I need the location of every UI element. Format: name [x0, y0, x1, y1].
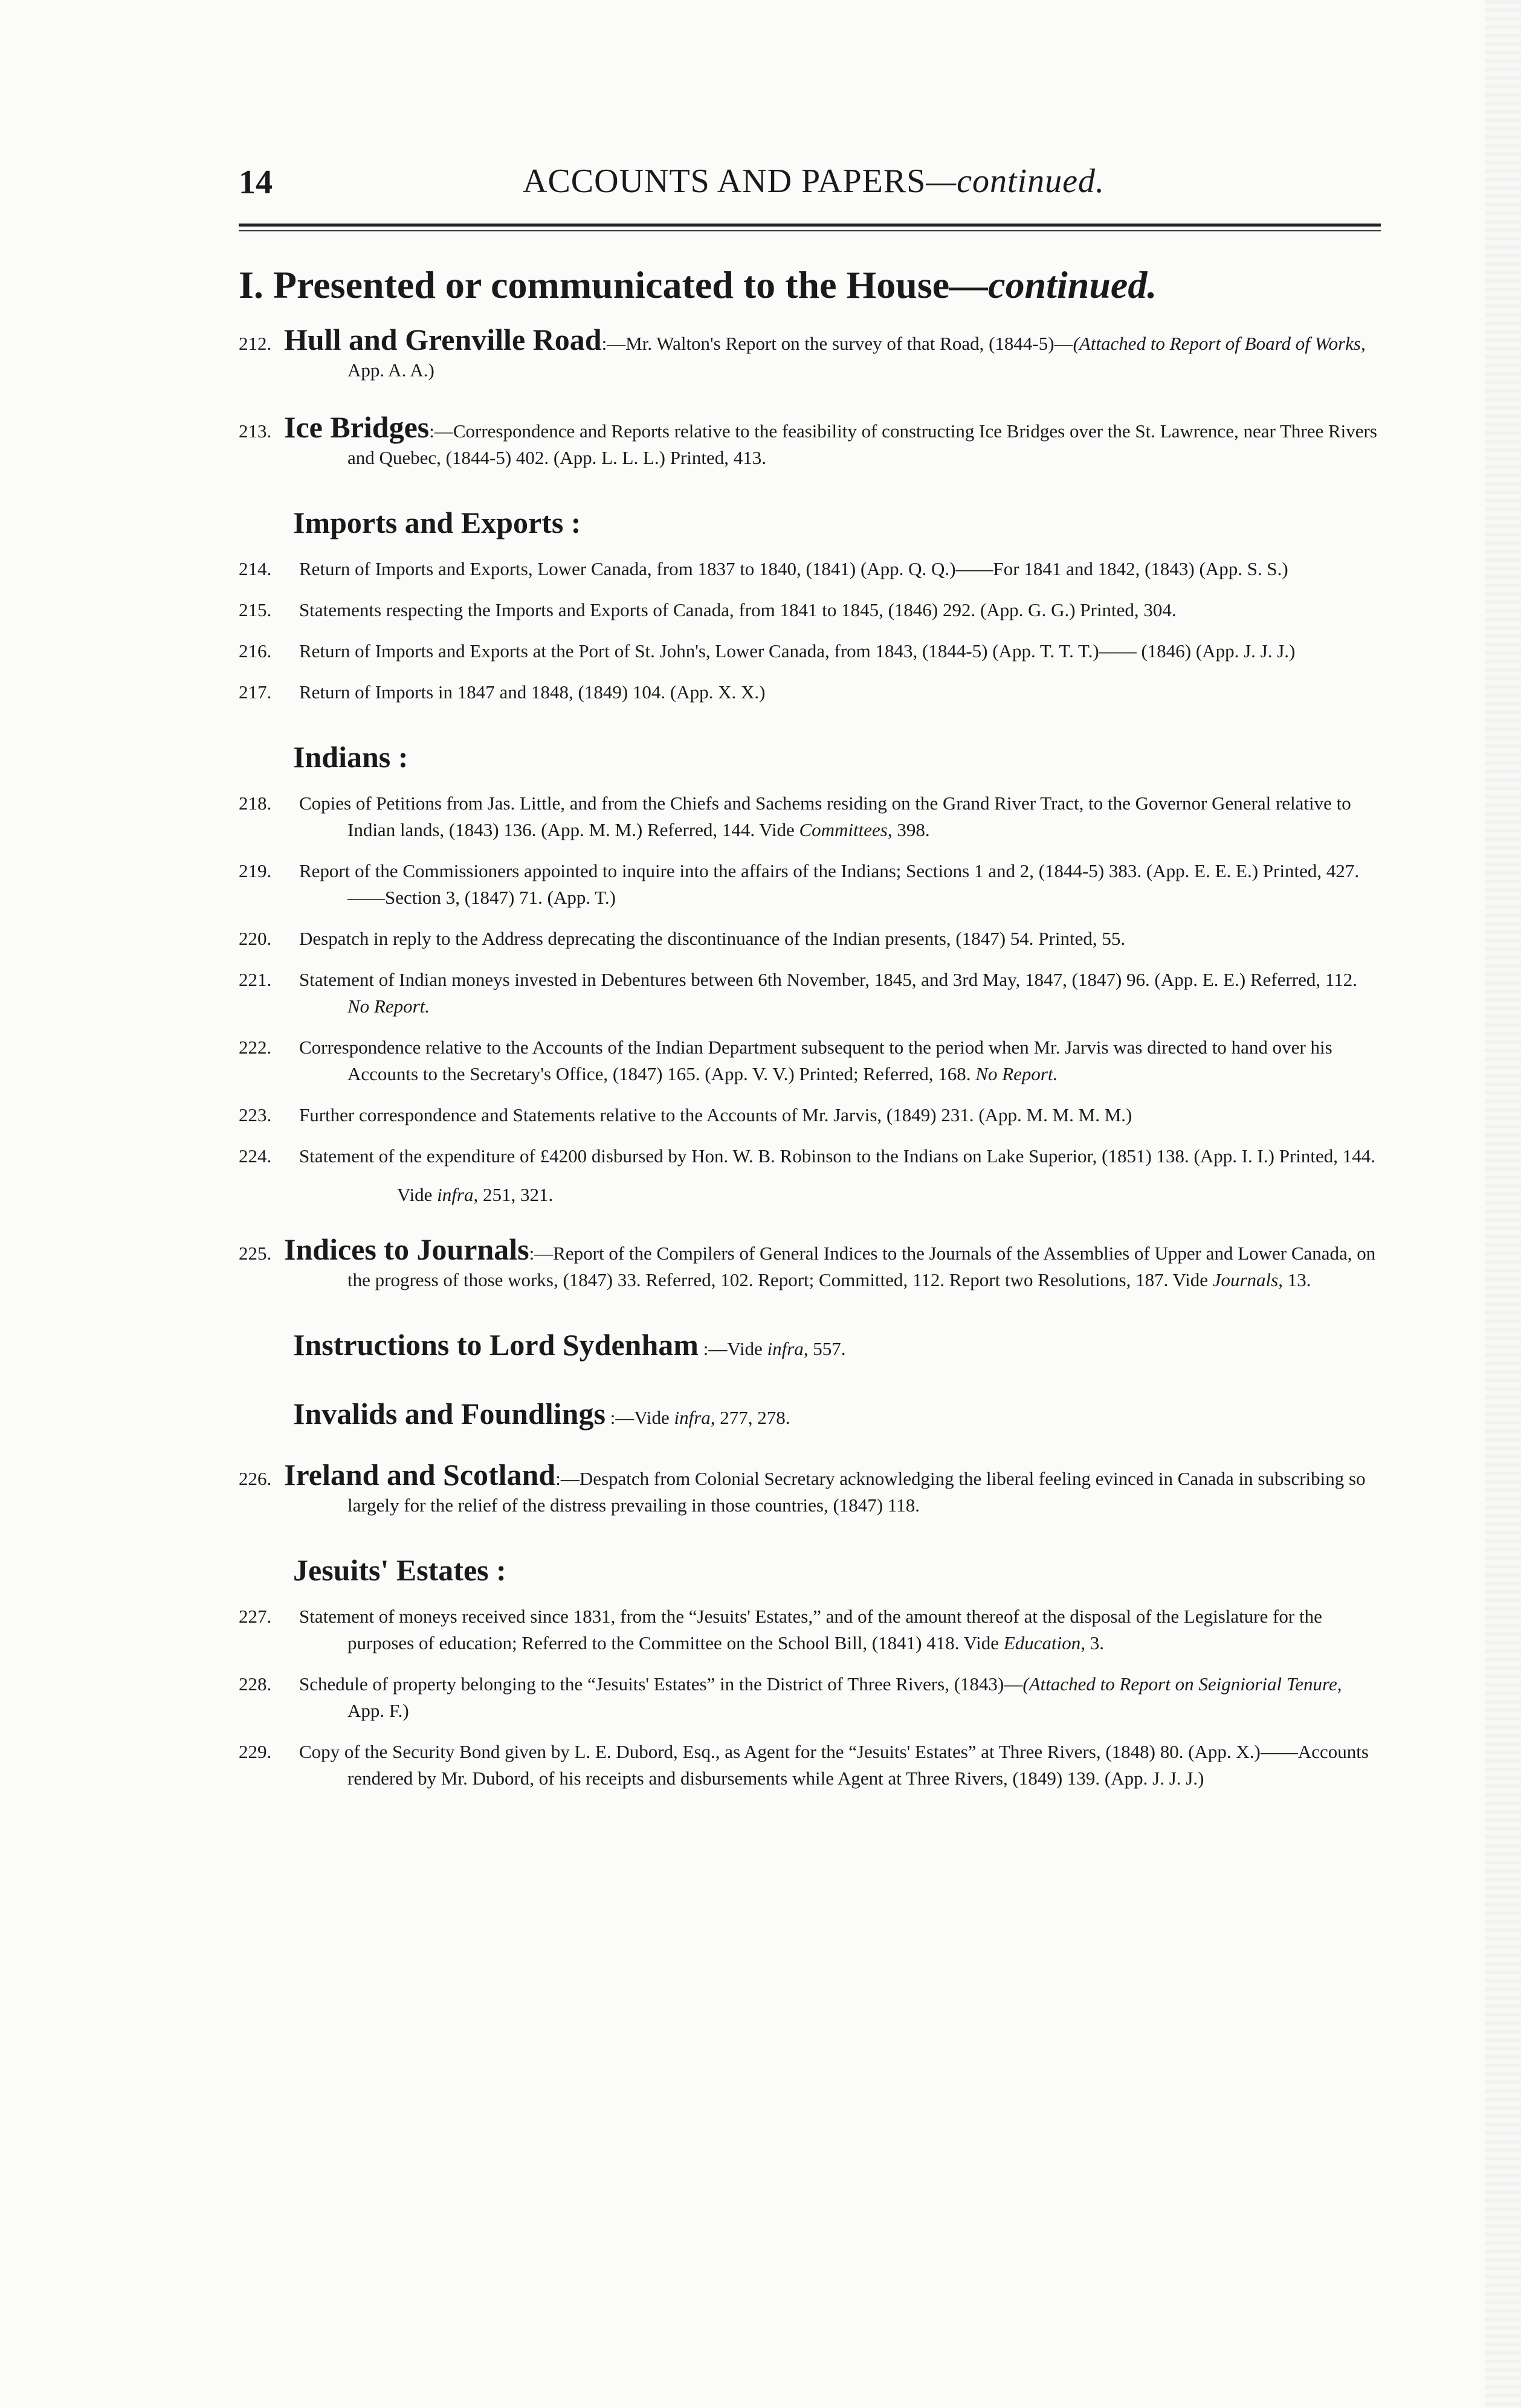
- entry-214: 214. Return of Imports and Exports, Lower Canada, from 1837 to 1840, (1841) (App. Q. Q.)——For 1841 and 1842, (1843) (App. S. S.): [239, 558, 1288, 579]
- subheading-invalids: Invalids and Foundlings :—Vide infra, 277, 278.: [293, 1397, 790, 1431]
- header-rule-thick: [239, 224, 1381, 227]
- entry-213: 213. Ice Bridges:—Correspondence and Reports relative to the feasibility of constructing Ice Bridges over the St. Lawrence, near Three Rivers and Quebec, (1844-5) 402. (App. L. L. L.) Printed, 413.: [239, 410, 1377, 468]
- entry-222: 222. Correspondence relative to the Accounts of the Indian Department subsequent to the period when Mr. Jarvis was directed to hand over his Accounts to the Secretary's Office, (1847) 165. (App. V. V.) Printed; Referred, 168. No Report.: [239, 1037, 1332, 1084]
- entry-heading: Hull and Grenville Road: [284, 323, 602, 356]
- entry-229: 229. Copy of the Security Bond given by L. E. Dubord, Esq., as Agent for the “Jesuits' Estates” at Three Rivers, (1848) 80. (App. X.)——Accounts rendered by Mr. Dubord, of his receipts and disbursements while Agent at Three Rivers, (1849) 139. (App. J. J. J.): [239, 1741, 1369, 1789]
- entry-227: 227. Statement of moneys received since 1831, from the “Jesuits' Estates,” and of the amount thereof at the disposal of the Legislature for the purposes of education; Referred to the Committee on the School Bill, (1841) 418. Vide Education, 3.: [239, 1606, 1322, 1653]
- entry-215: 215. Statements respecting the Imports and Exports of Canada, from 1841 to 1845, (1846) 292. (App. G. G.) Printed, 304.: [239, 599, 1177, 620]
- vide-indians: Vide infra, 251, 321.: [397, 1184, 554, 1205]
- entry-223: 223. Further correspondence and Statements relative to the Accounts of Mr. Jarvis, (1849) 231. (App. M. M. M. M.): [239, 1104, 1132, 1125]
- entry-heading: Indices to Journals: [284, 1232, 529, 1266]
- entry-218: 218. Copies of Petitions from Jas. Little, and from the Chiefs and Sachems residing on the Grand River Tract, to the Governor General relative to Indian lands, (1843) 136. (App. M. M.) Referred, 144. Vide Committees, 398.: [239, 793, 1351, 840]
- page-header: [239, 158, 1381, 207]
- entry-216: 216. Return of Imports and Exports at the Port of St. John's, Lower Canada, from 1843, (1844-5) (App. T. T. T.)—— (1846) (App. J. J. J.): [239, 640, 1296, 662]
- header-rule-thin: [239, 230, 1381, 231]
- entry-212: 212. Hull and Grenville Road:—Mr. Walton's Report on the survey of that Road, (1844-5)—(Attached to Report of Board of Works, App. A. A.): [239, 323, 1366, 381]
- entry-228: 228. Schedule of property belonging to the “Jesuits' Estates” in the District of Three Rivers, (1843)—(Attached to Report on Seigniorial Tenure, App. F.): [239, 1673, 1342, 1721]
- entry-221: 221. Statement of Indian moneys invested in Debentures between 6th November, 1845, and 3rd May, 1847, (1847) 96. (App. E. E.) Referred, 112. No Report.: [239, 969, 1357, 1017]
- entry-220: 220. Despatch in reply to the Address deprecating the discontinuance of the Indian presents, (1847) 54. Printed, 55.: [239, 928, 1126, 949]
- subheading-instructions: Instructions to Lord Sydenham :—Vide infra, 557.: [293, 1328, 846, 1362]
- scan-edge-noise: [1485, 0, 1521, 2408]
- entry-heading: Ireland and Scotland: [284, 1458, 556, 1492]
- page-number: 14: [239, 164, 273, 201]
- entry-224: 224. Statement of the expenditure of £4200 disbursed by Hon. W. B. Robinson to the Indians on Lake Superior, (1851) 138. (App. I. I.) Printed, 144.: [239, 1145, 1376, 1167]
- section-title: I. Presented or communicated to the House—continued.: [239, 263, 1157, 306]
- entry-217: 217. Return of Imports in 1847 and 1848, (1849) 104. (App. X. X.): [239, 681, 766, 703]
- entry-219: 219. Report of the Commissioners appointed to inquire into the affairs of the Indians; Sections 1 and 2, (1844-5) 383. (App. E. E. E.) Printed, 427.——Section 3, (1847) 71. (App. T.): [239, 860, 1360, 908]
- index-content: [239, 323, 1381, 1806]
- entry-225: 225. Indices to Journals:—Report of the Compilers of General Indices to the Journals of the Assemblies of Upper and Lower Canada, on the progress of those works, (1847) 33. Referred, 102. Report; Committed, 112. Report two Resolutions, 187. Vide Journals, 13.: [239, 1232, 1376, 1290]
- subheading-indians: Indians :: [293, 740, 409, 774]
- subheading-jesuits-estates: Jesuits' Estates :: [293, 1553, 506, 1587]
- running-head: ACCOUNTS AND PAPERS—continued.: [523, 163, 1105, 200]
- subheading-imports-exports: Imports and Exports :: [293, 506, 581, 539]
- entry-226: 226. Ireland and Scotland:—Despatch from Colonial Secretary acknowledging the liberal feeling evinced in Canada in subscribing so largely for the relief of the distress prevailing in those countries, (1847) 118.: [239, 1458, 1366, 1516]
- entry-heading: Ice Bridges: [284, 410, 430, 444]
